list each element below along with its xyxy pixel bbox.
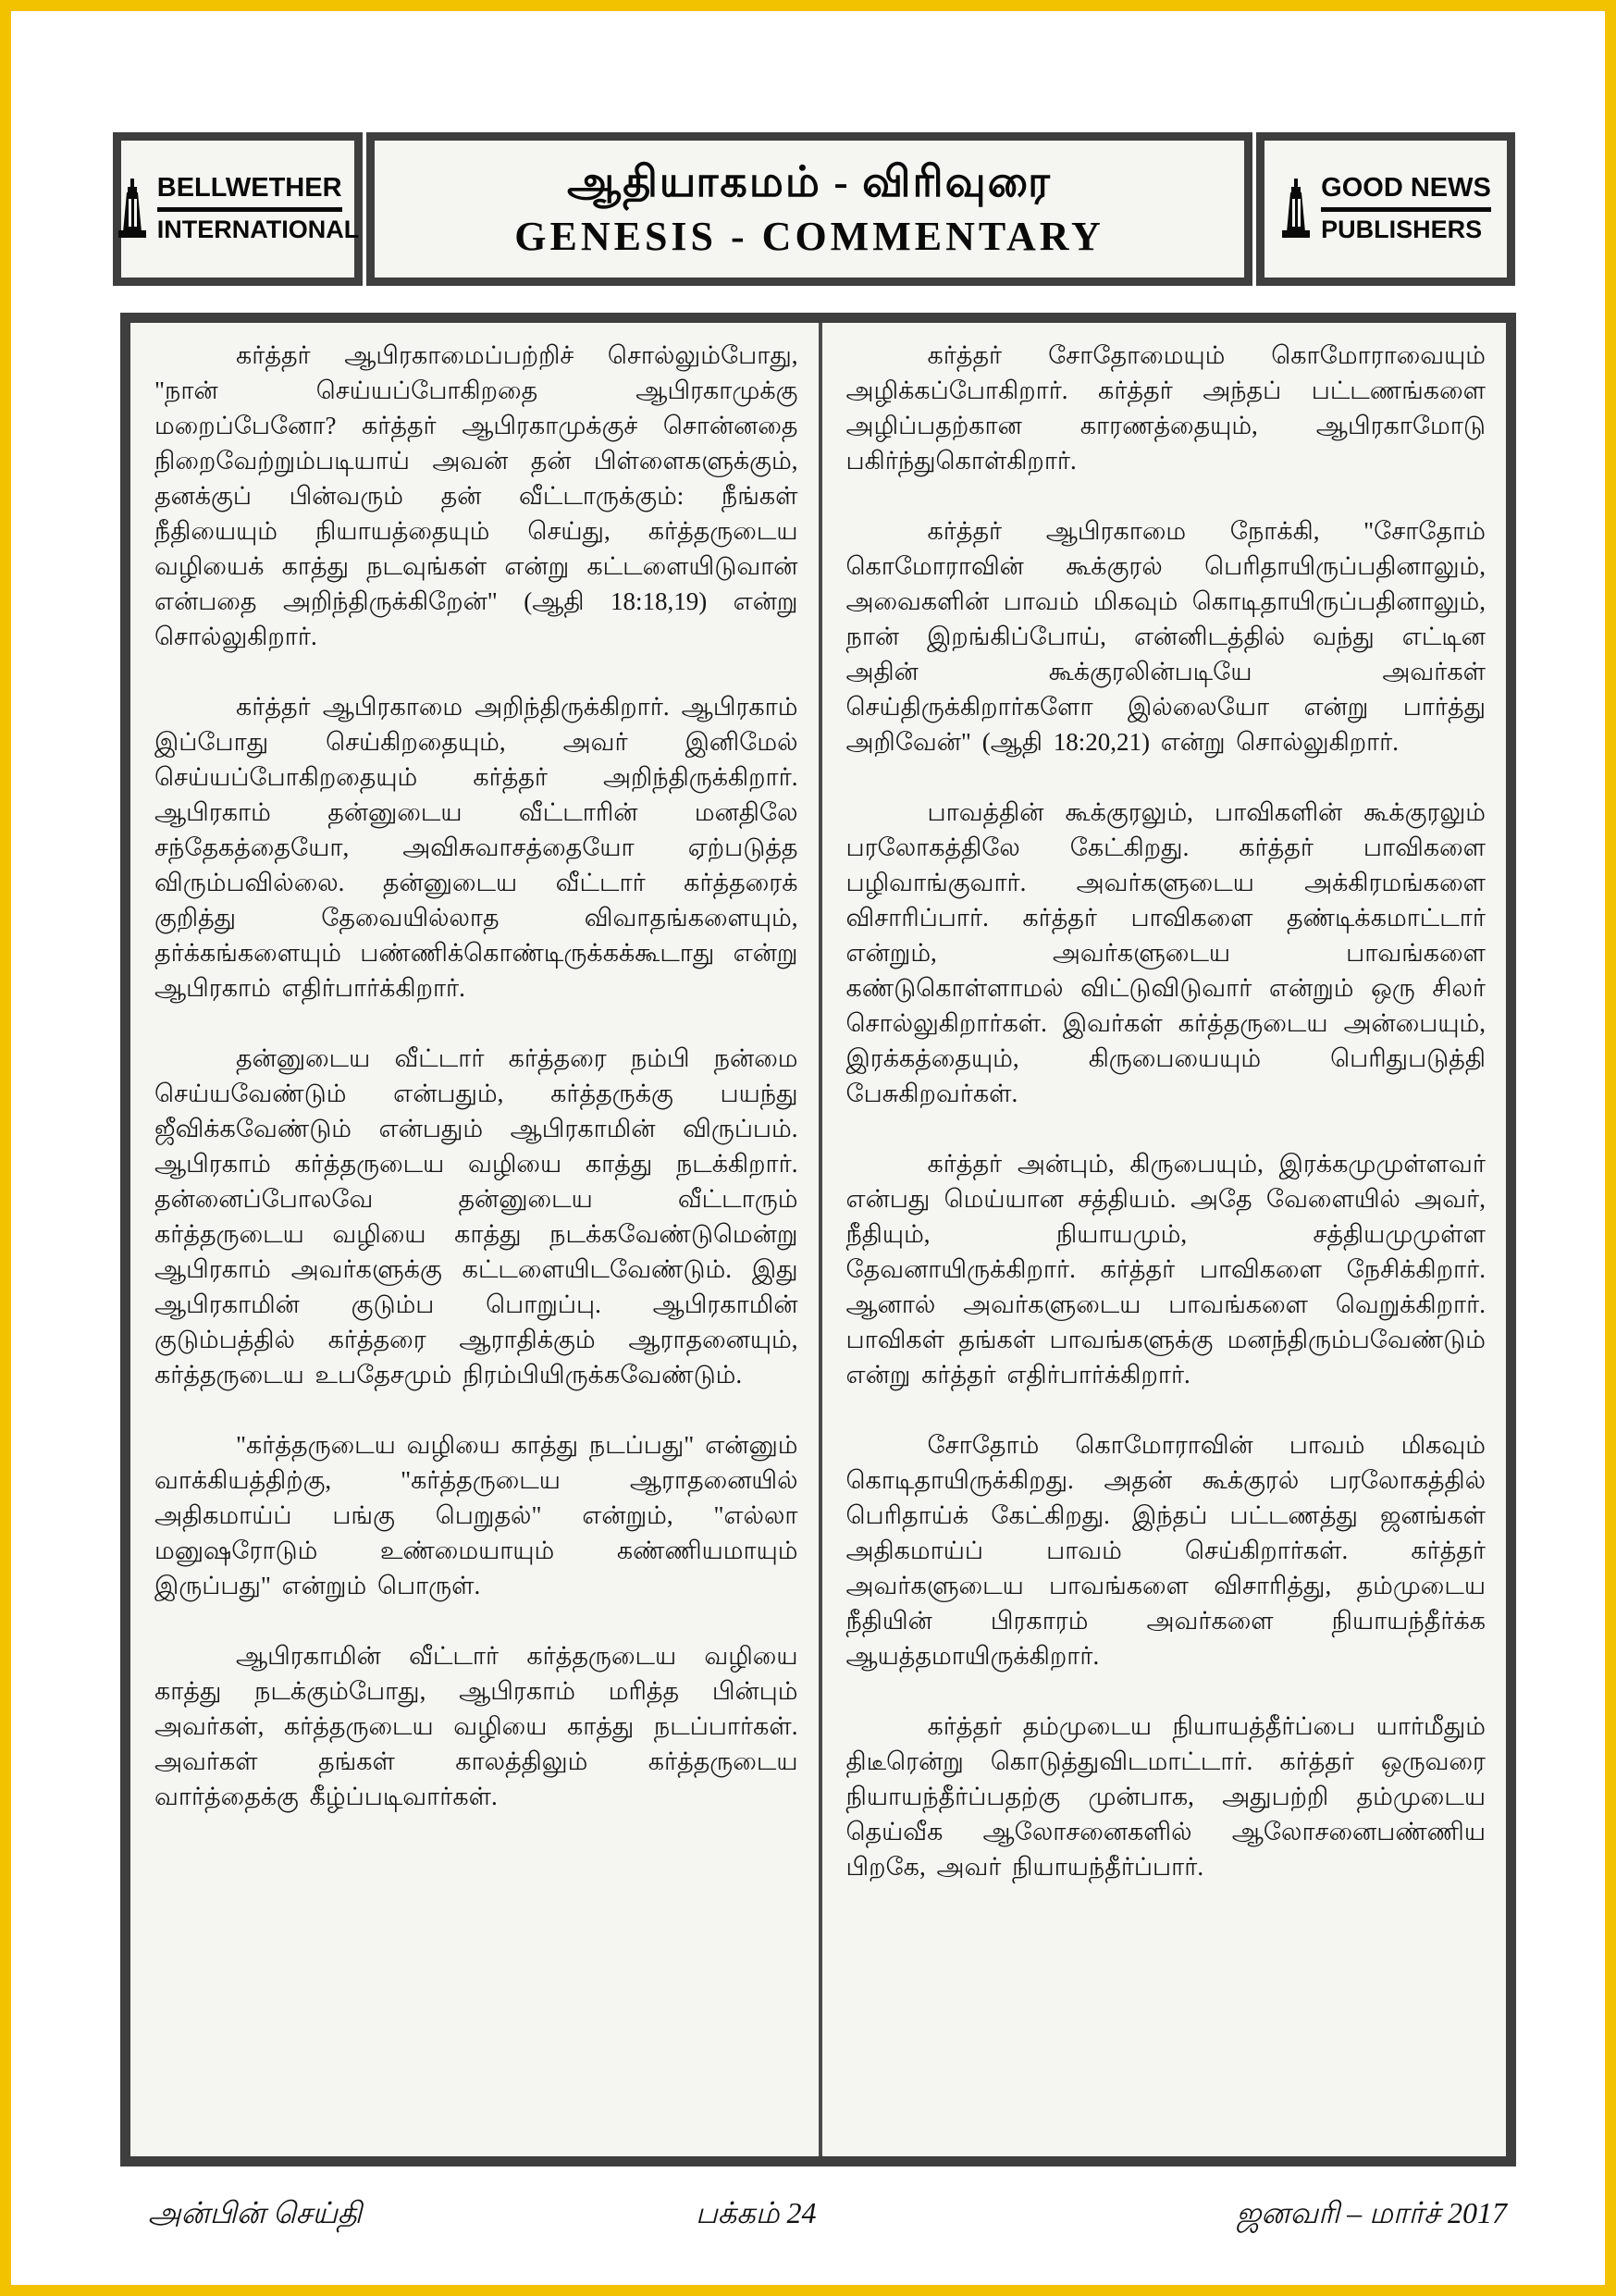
paragraph: "கர்த்தருடைய வழியை காத்து நடப்பது" என்னும் வாக்கியத்திற்கு, "கர்த்தருடைய ஆராதனையில் அதிகமாய்ப் பங்கு பெறுதல்" என்றும், "எல்லா மனுஷரோடும் உண்மையாயும் கண்ணியமாயும் இருப்பது" என்றும் பொருள்.: [154, 1431, 798, 1599]
paragraph: ஆபிரகாமின் வீட்டார் கர்த்தருடைய வழியை காத்து நடக்கும்போது, ஆபிரகாம் மரித்த பின்பும் அவர்கள், கர்த்தருடைய வழியை காத்து நடப்பார்கள். அவர்கள் தங்கள் காலத்திலும் கர்த்தருடைய வார்த்தைக்கு கீழ்ப்படிவார்கள்.: [154, 1642, 798, 1810]
paragraph: கர்த்தர் தம்முடைய நியாயத்தீர்ப்பை யார்மீதும் திடீரென்று கொடுத்துவிடமாட்டார். கர்த்தர் ஒருவரை நியாயந்தீர்ப்பதற்கு முன்பாக, அதுபற்றி தம்முடைய தெய்வீக ஆலோசனைகளில் ஆலோசனைபண்ணிய பிறகே, அவர் நியாயந்தீர்ப்பார்.: [845, 1712, 1486, 1881]
bellwether-logo-line1: BELLWETHER: [157, 174, 342, 212]
left-column: [130, 323, 819, 2156]
right-column: [819, 323, 1507, 2156]
goodnews-logo-line1: GOOD NEWS: [1321, 174, 1491, 212]
paragraph: கர்த்தர் ஆபிரகாமை அறிந்திருக்கிறார். ஆபிரகாம் இப்போது செய்கிறதையும், அவர் இனிமேல் செய்யப்போகிறதையும் கர்த்தர் அறிந்திருக்கிறார். ஆபிரகாம் தன்னுடைய வீட்டாரின் மனதிலே சந்தேகத்தையோ, அவிசுவாசத்தையோ ஏற்படுத்த விரும்பவில்லை. தன்னுடைய வீட்டார் கர்த்தரைக் குறித்து தேவையில்லாத விவாதங்களையும், தர்க்கங்களையும் பண்ணிக்கொண்டிருக்கக்கூடாது என்று ஆபிரகாம் எதிர்பார்க்கிறார்.: [154, 693, 798, 1002]
bellwether-logo-box: [113, 132, 363, 286]
footer-page-number: பக்கம் 24: [696, 2196, 817, 2229]
page-footer: [11, 2187, 1616, 2252]
page-title-tamil: ஆதியாகமம் - விரிவுரை: [567, 158, 1052, 205]
lighthouse-icon: [117, 179, 148, 240]
lighthouse-icon: [1280, 179, 1312, 240]
paragraph: கர்த்தர் அன்பும், கிருபையும், இரக்கமுமுள்ளவர் என்பது மெய்யான சத்தியம். அதே வேளையில் அவர், நீதியும், நியாயமும், சத்தியமுமுள்ள தேவனாயிருக்கிறார். கர்த்தர் பாவிகளை நேசிக்கிறார். ஆனால் அவர்களுடைய பாவங்களை வெறுக்கிறார். பாவிகள் தங்கள் பாவங்களுக்கு மனந்திரும்பவேண்டும் என்று கர்த்தர் எதிர்பார்க்கிறார்.: [845, 1150, 1486, 1389]
commentary-body: [120, 313, 1516, 2166]
paragraph: பாவத்தின் கூக்குரலும், பாவிகளின் கூக்குரலும் பரலோகத்திலே கேட்கிறது. கர்த்தர் பாவிகளை பழிவாங்குவார். அவர்களுடைய அக்கிரமங்களை விசாரிப்பார். கர்த்தர் பாவிகளை தண்டிக்கமாட்டார் என்றும், அவர்களுடைய பாவங்களை கண்டுகொள்ளாமல் விட்டுவிடுவார் என்றும் ஒரு சிலர் சொல்லுகிறார்கள். இவர்கள் கர்த்தருடைய அன்பையும், இரக்கத்தையும், கிருபையையும் பெரிதுபடுத்தி பேசுகிறவர்கள்.: [845, 798, 1486, 1107]
paragraph: கர்த்தர் ஆபிரகாமைப்பற்றிச் சொல்லும்போது, "நான் செய்யப்போகிறதை ஆபிரகாமுக்கு மறைப்பேனோ? கர்த்தர் ஆபிரகாமுக்குச் சொன்னதை நிறைவேற்றும்படியாய் அவன் தன் பிள்ளைகளுக்கும், தனக்குப் பின்வரும் தன் வீட்டாருக்கும்: நீங்கள் நீதியையும் நியாயத்தையும் செய்து, கர்த்தருடைய வழியைக் காத்து நடவுங்கள் என்று கட்டளையிடுவான் என்பதை அறிந்திருக்கிறேன்" (ஆதி 18:18,19) என்று சொல்லுகிறார்.: [154, 341, 798, 650]
goodnews-logo-box: [1256, 132, 1515, 286]
footer-publication-name: அன்பின் செய்தி: [148, 2196, 363, 2229]
paragraph: சோதோம் கொமோராவின் பாவம் மிகவும் கொடிதாயிருக்கிறது. அதன் கூக்குரல் பரலோகத்தில் பெரிதாய்க் கேட்கிறது. இந்தப் பட்டணத்து ஜனங்கள் அதிகமாய்ப் பாவம் செய்கிறார்கள். கர்த்தர் அவர்களுடைய பாவங்களை விசாரித்து, தம்முடைய நீதியின் பிரகாரம் அவர்களை நியாயந்தீர்க்க ஆயத்தமாயிருக்கிறார்.: [845, 1431, 1486, 1670]
paragraph: தன்னுடைய வீட்டார் கர்த்தரை நம்பி நன்மை செய்யவேண்டும் என்பதும், கர்த்தருக்கு பயந்து ஜீவிக்கவேண்டும் என்பதும் ஆபிரகாமின் விருப்பம். ஆபிரகாம் கர்த்தருடைய வழியை காத்து நடக்கிறார். தன்னைப்போலவே தன்னுடைய வீட்டாரும் கர்த்தருடைய வழியை காத்து நடக்கவேண்டுமென்று ஆபிரகாம் அவர்களுக்கு கட்டளையிடவேண்டும். இது ஆபிரகாமின் குடும்ப பொறுப்பு. ஆபிரகாமின் குடும்பத்தில் கர்த்தரை ஆராதிக்கும் ஆராதனையும், கர்த்தருடைய உபதேசமும் நிரம்பியிருக்கவேண்டும்.: [154, 1044, 798, 1389]
bellwether-logo-line2: INTERNATIONAL: [156, 216, 360, 244]
paragraph: கர்த்தர் ஆபிரகாமை நோக்கி, "சோதோம் கொமோராவின் கூக்குரல் பெரிதாயிருப்பதினாலும், அவைகளின் பாவம் மிகவும் கொடிதாயிருப்பதினாலும், நான் இறங்கிப்போய், என்னிடத்தில் வந்து எட்டின அதின் கூக்குரலின்படியே அவர்கள் செய்திருக்கிறார்களோ இல்லையோ என்று பார்த்து அறிவேன்" (ஆதி 18:20,21) என்று சொல்லுகிறார்.: [845, 517, 1486, 756]
paragraph: கர்த்தர் சோதோமையும் கொமோராவையும் அழிக்கப்போகிறார். கர்த்தர் அந்தப் பட்டணங்களை அழிப்பதற்கான காரணத்தையும், ஆபிரகாமோடு பகிர்ந்துகொள்கிறார்.: [845, 341, 1486, 475]
footer-issue-date: ஜனவரி – மார்ச் 2017: [1236, 2196, 1507, 2229]
goodnews-logo-line2: PUBLISHERS: [1321, 216, 1483, 244]
page-title-english: GENESIS - COMMENTARY: [514, 214, 1104, 259]
title-box: [366, 132, 1252, 286]
